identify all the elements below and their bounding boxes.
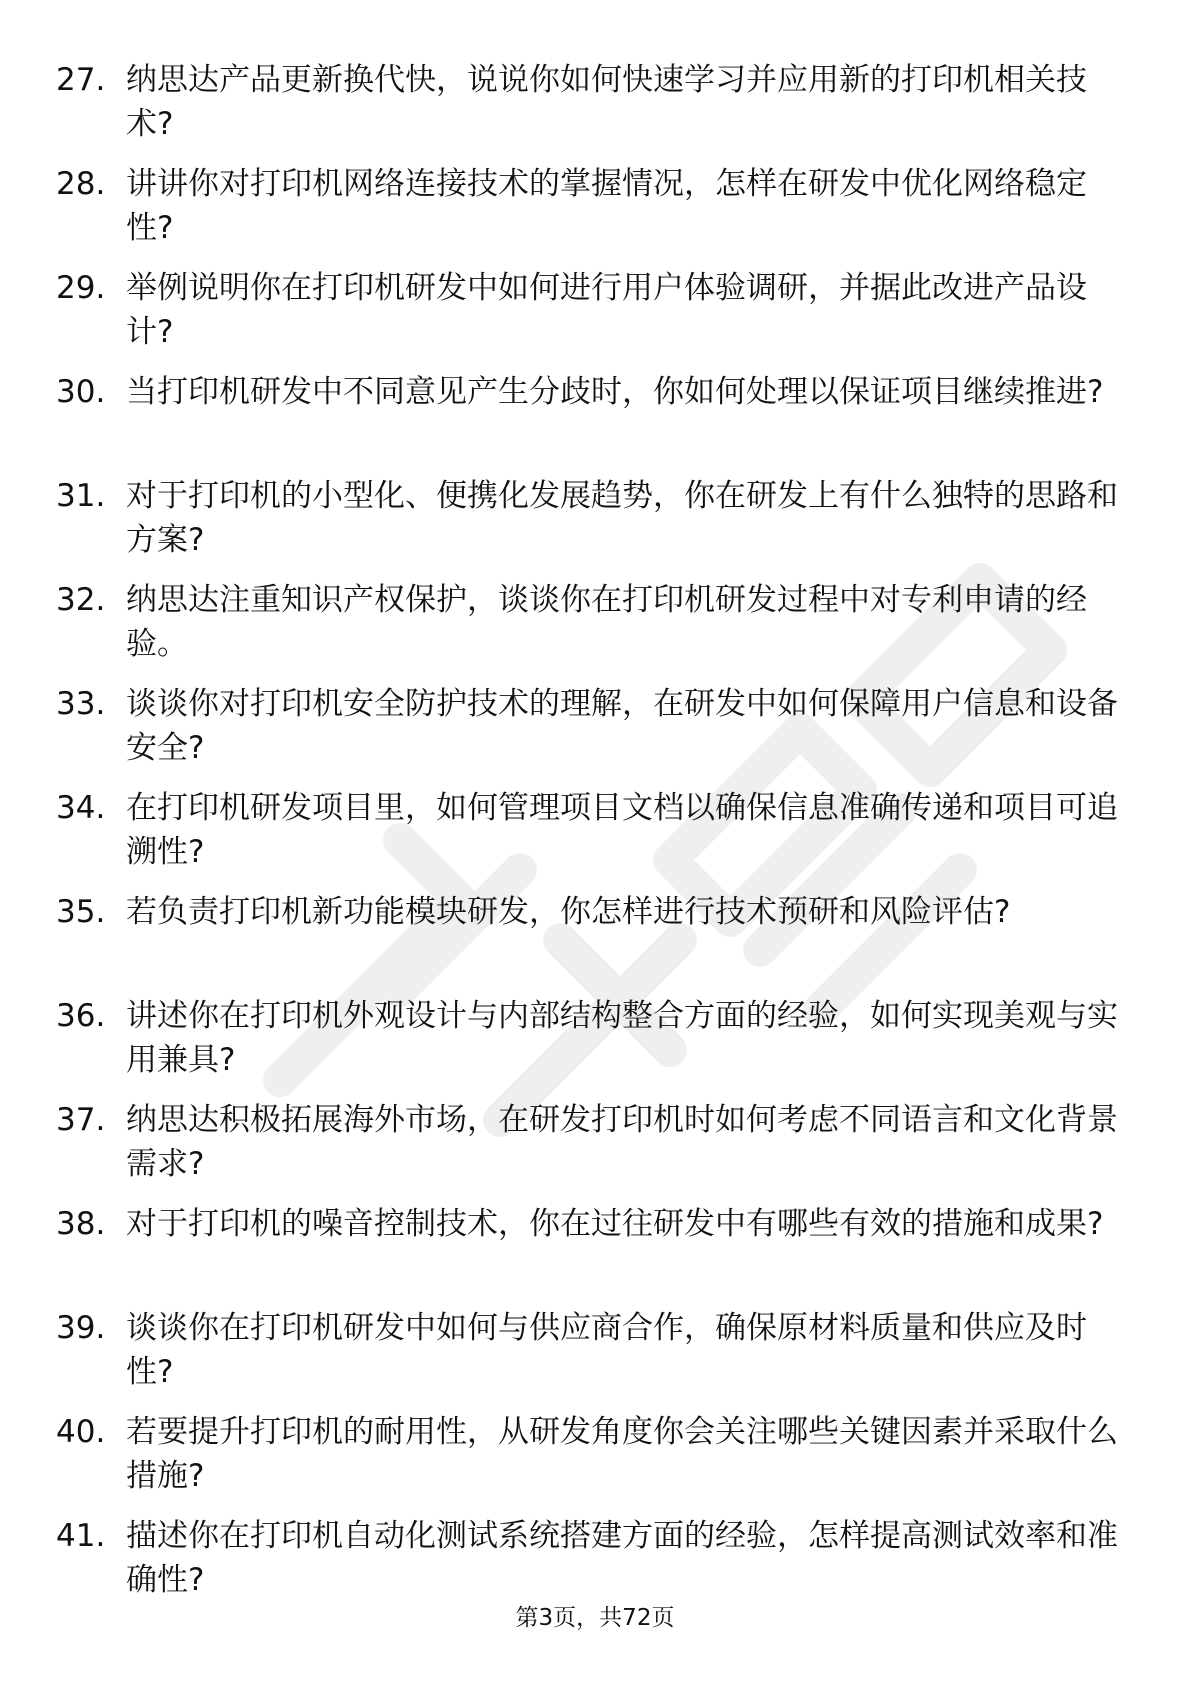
question-text: 当打印机研发中不同意见产生分歧时，你如何处理以保证项目继续推进? xyxy=(126,374,1104,410)
question-item xyxy=(56,50,1116,154)
question-text: 在打印机研发项目里，如何管理项目文档以确保信息准确传递和项目可追溯性? xyxy=(126,790,1118,870)
question-number: 27. xyxy=(56,62,106,98)
question-text: 纳思达注重知识产权保护，谈谈你在打印机研发过程中对专利申请的经验。 xyxy=(126,582,1087,662)
question-number: 30. xyxy=(56,374,106,410)
question-number: 37. xyxy=(56,1102,106,1138)
question-list xyxy=(56,50,1116,1610)
page-number-label: 第3页，共72页 xyxy=(515,1605,675,1631)
question-text: 对于打印机的小型化、便携化发展趋势，你在研发上有什么独特的思路和方案? xyxy=(126,478,1118,558)
question-number: 40. xyxy=(56,1414,106,1450)
question-item xyxy=(56,1402,1116,1506)
question-item xyxy=(56,778,1116,882)
question-text: 描述你在打印机自动化测试系统搭建方面的经验，怎样提高测试效率和准确性? xyxy=(126,1518,1118,1598)
question-text: 纳思达产品更新换代快，说说你如何快速学习并应用新的打印机相关技术? xyxy=(126,62,1087,142)
question-number: 31. xyxy=(56,478,106,514)
question-number: 38. xyxy=(56,1206,106,1242)
question-item xyxy=(56,362,1116,466)
page-footer xyxy=(0,1603,1190,1633)
question-number: 32. xyxy=(56,582,106,618)
question-item xyxy=(56,1298,1116,1402)
question-text: 若要提升打印机的耐用性，从研发角度你会关注哪些关键因素并采取什么措施? xyxy=(126,1414,1118,1494)
question-item xyxy=(56,1194,1116,1298)
question-number: 39. xyxy=(56,1310,106,1346)
question-item xyxy=(56,986,1116,1090)
question-text: 若负责打印机新功能模块研发，你怎样进行技术预研和风险评估? xyxy=(126,894,1011,930)
question-number: 36. xyxy=(56,998,106,1034)
question-item xyxy=(56,674,1116,778)
question-item xyxy=(56,882,1116,986)
question-text: 举例说明你在打印机研发中如何进行用户体验调研，并据此改进产品设计? xyxy=(126,270,1087,350)
question-item xyxy=(56,154,1116,258)
question-number: 41. xyxy=(56,1518,106,1554)
question-text: 纳思达积极拓展海外市场，在研发打印机时如何考虑不同语言和文化背景需求? xyxy=(126,1102,1118,1182)
question-item xyxy=(56,570,1116,674)
question-number: 34. xyxy=(56,790,106,826)
question-text: 对于打印机的噪音控制技术，你在过往研发中有哪些有效的措施和成果? xyxy=(126,1206,1104,1242)
question-item xyxy=(56,1506,1116,1610)
question-number: 28. xyxy=(56,166,106,202)
question-text: 讲述你在打印机外观设计与内部结构整合方面的经验，如何实现美观与实用兼具? xyxy=(126,998,1118,1078)
question-item xyxy=(56,466,1116,570)
question-item xyxy=(56,1090,1116,1194)
question-item xyxy=(56,258,1116,362)
question-text: 谈谈你对打印机安全防护技术的理解，在研发中如何保障用户信息和设备安全? xyxy=(126,686,1118,766)
question-text: 讲讲你对打印机网络连接技术的掌握情况，怎样在研发中优化网络稳定性? xyxy=(126,166,1087,246)
question-number: 33. xyxy=(56,686,106,722)
question-number: 29. xyxy=(56,270,106,306)
question-number: 35. xyxy=(56,894,106,930)
question-text: 谈谈你在打印机研发中如何与供应商合作，确保原材料质量和供应及时性? xyxy=(126,1310,1087,1390)
